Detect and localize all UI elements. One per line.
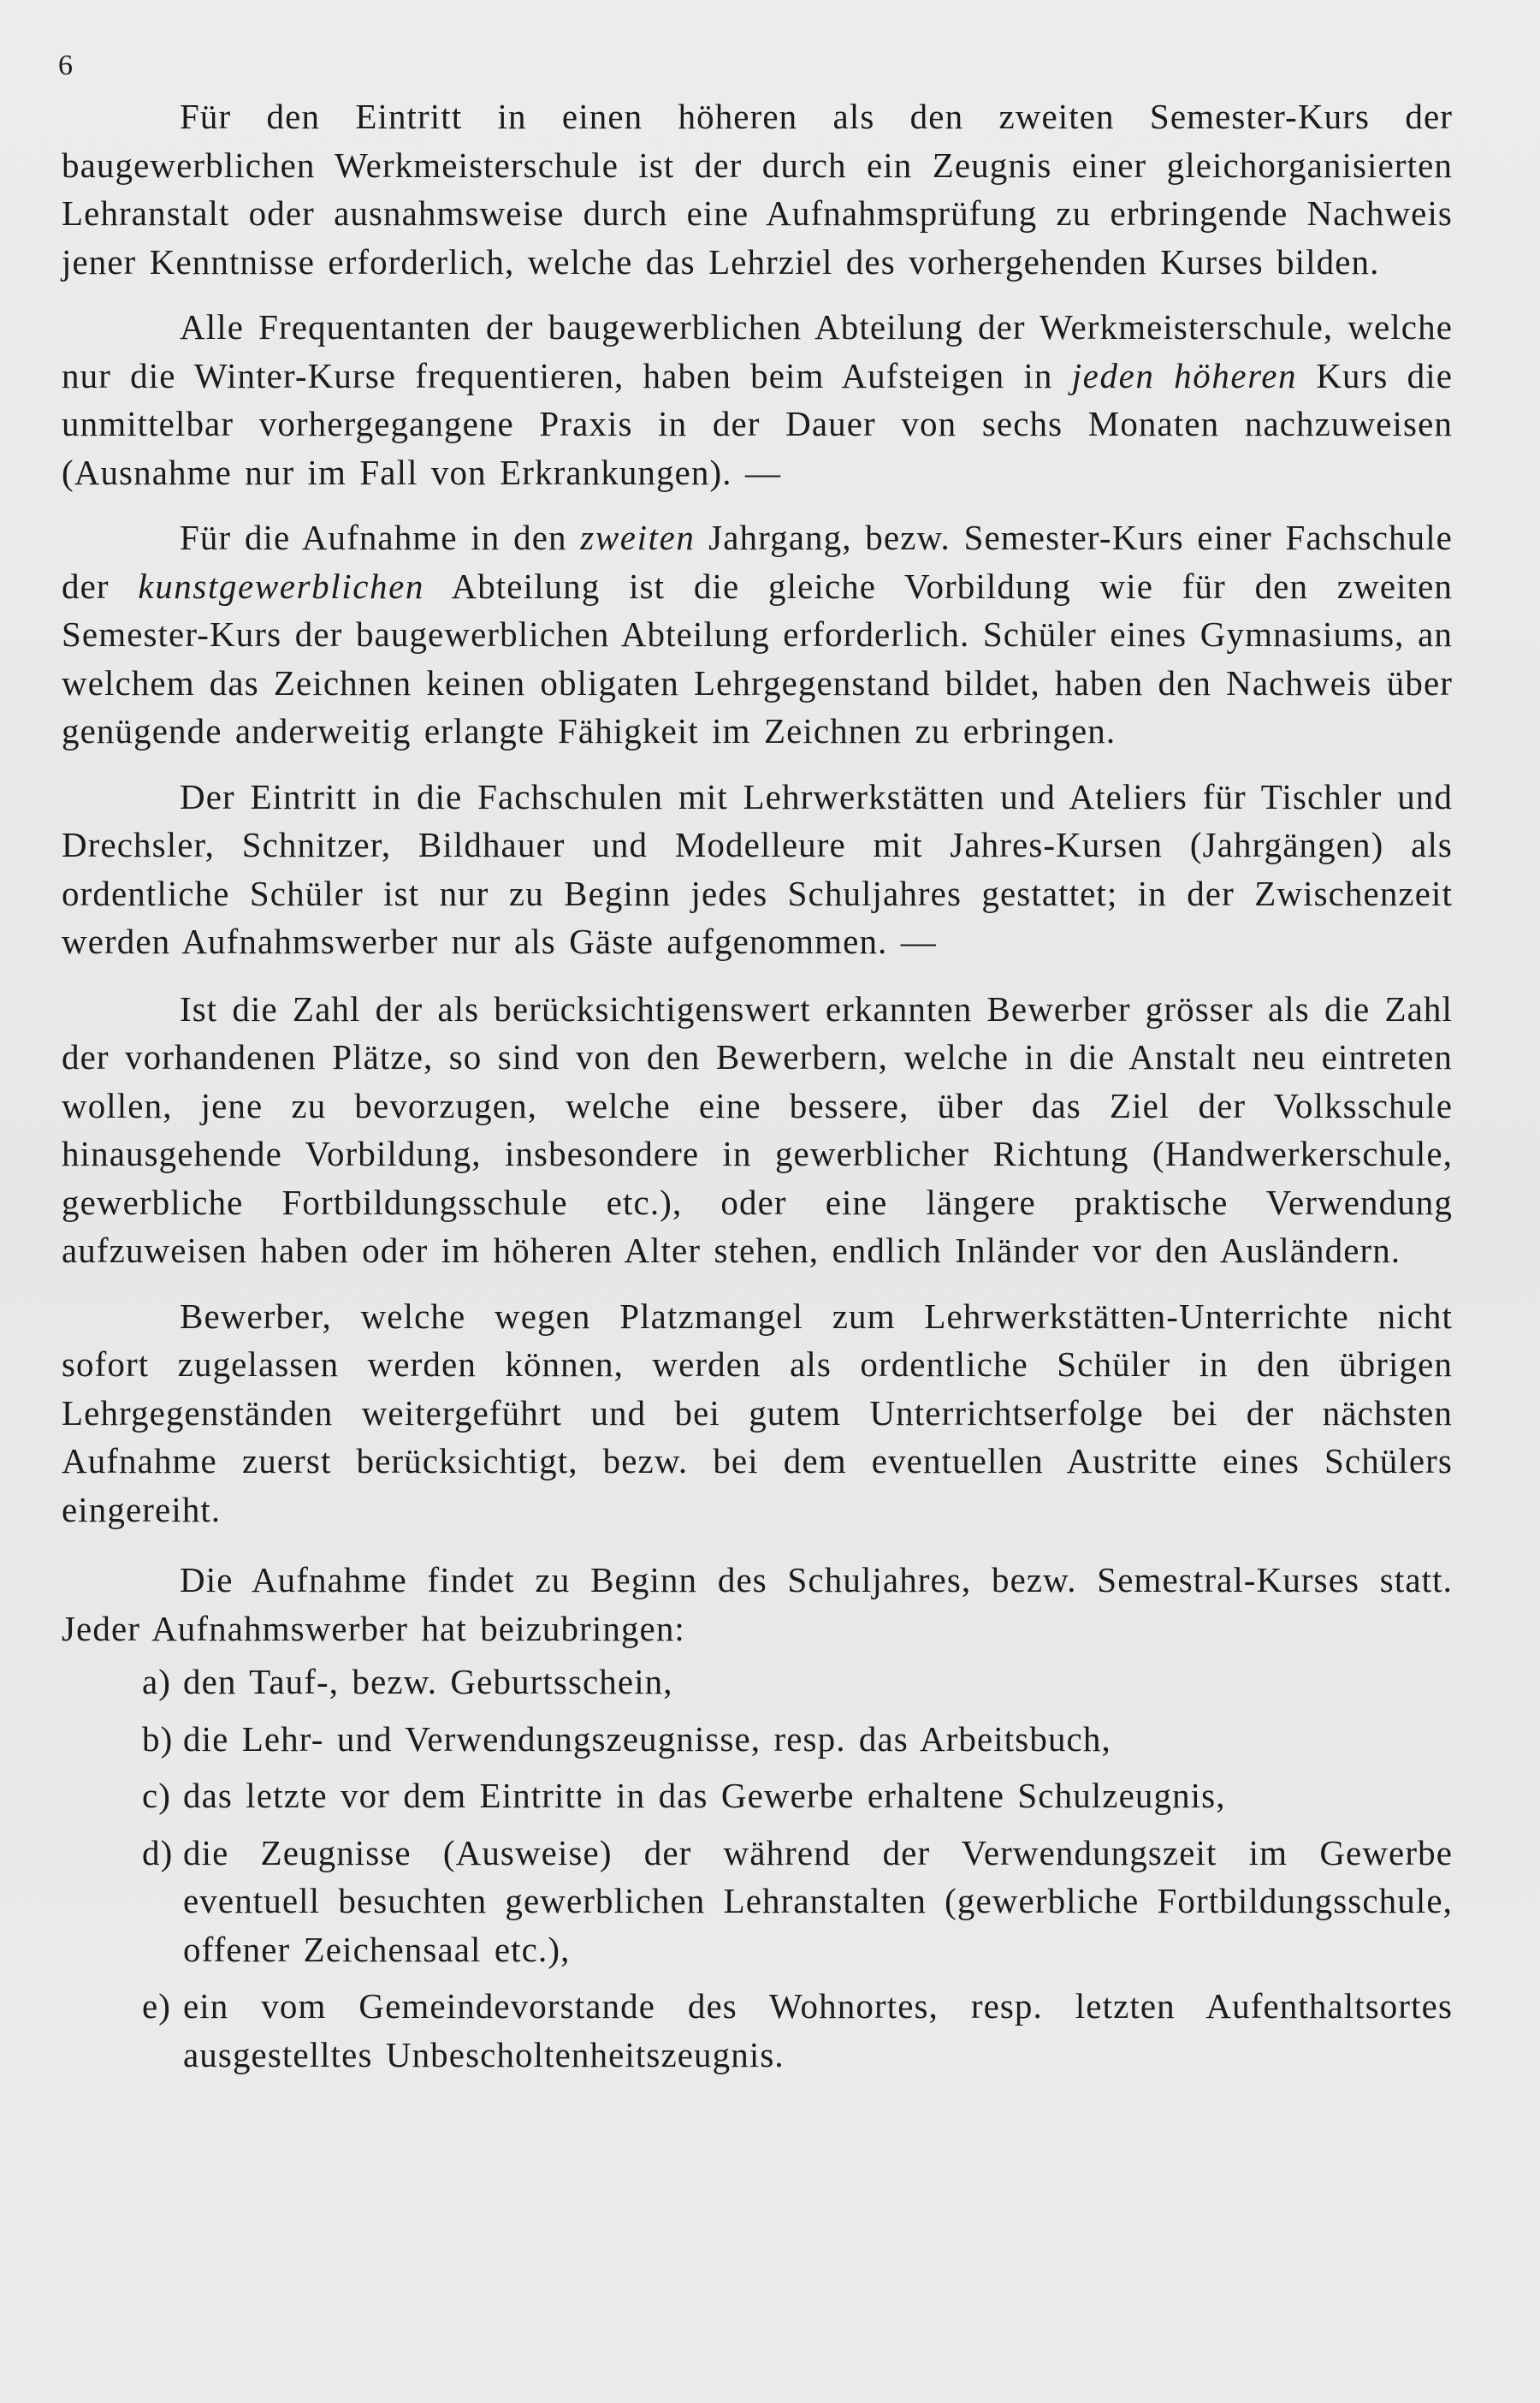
list-item-text: den Tauf-, bezw. Geburtsschein, — [183, 1662, 673, 1701]
paragraph-waitlist: Bewerber, welche wegen Platzmangel zum Lehrwerkstätten-Unterrichte nicht sofort zugelassen werden können, werden als ordentliche Schüler in den übrigen Lehrgegenständen weitergeführt und bei gutem Unterrichtserfolge bei der nächsten Aufnahme zuerst berücksichtigt, bezw. bei dem eventuellen Austritte eines Schülers eingereiht. — [62, 1296, 1453, 1529]
list-item — [62, 1771, 1453, 1820]
list-item-text: das letzte vor dem Eintritte in das Gewerbe erhaltene Schulzeugnis, — [183, 1776, 1226, 1815]
paragraph-text: Abteilung ist die gleiche Vorbildung wie für den zweiten Semester-Kurs der baugewerblichen Abteilung erforderlich. Schüler eines Gymnasiums, an welchem das Zeichnen keinen obligaten Lehrgegenstand bildet, haben den Nachweis über genügende anderweitig erlangte Fähigkeit im Zeichnen zu erbringen. — [62, 566, 1453, 751]
paragraph-second-year-arts — [62, 513, 1453, 756]
list-item — [62, 1829, 1453, 1974]
list-item-text: ein vom Gemeindevorstande des Wohnortes, resp. letzten Aufenthaltsortes ausgestelltes Unbescholtenheitszeugnis. — [183, 1986, 1453, 2074]
list-item-text: die Zeugnisse (Ausweise) der während der Verwendungszeit im Gewerbe eventuell besuchten gewerblichen Lehranstalten (gewerbliche Fortbildungsschule, offener Zeichensaal etc.), — [183, 1832, 1453, 1969]
list-item — [62, 1715, 1453, 1764]
list-marker: e) — [142, 1986, 172, 2026]
paragraph-admission-higher-semester: Für den Eintritt in einen höheren als den zweiten Semester-Kurs der baugewerblichen Werkmeisterschule ist der durch ein Zeugnis einer gleichorganisierten Lehranstalt oder ausnahmsweise durch eine Aufnahmsprüfung zu erbringende Nachweis jener Kenntnisse erforderlich, welche das Lehrziel des vorhergehenden Kurses bilden. — [62, 97, 1453, 282]
list-item — [62, 1658, 1453, 1706]
emphasis-text: jeden höheren — [1071, 355, 1298, 395]
emphasis-text: zweiten — [580, 518, 696, 557]
list-item — [62, 1982, 1453, 2079]
list-item-text: die Lehr- und Verwendungszeugnisse, resp. das Arbeitsbuch, — [183, 1718, 1111, 1759]
paragraph-text: Alle Frequentanten der baugewerblichen Abteilung der Werkmeisterschule, welche nur die Winter-Kurse frequentieren, haben beim Aufsteigen in — [62, 307, 1453, 395]
paragraph-text: Kurs die unmittelbar vorhergegangene Praxis in der Dauer von sechs Monaten nachzuweisen (Ausnahme nur im Fall von Erkrankungen). — — [62, 355, 1453, 492]
paragraph-admission-documents: Die Aufnahme findet zu Beginn des Schuljahres, bezw. Semestral-Kurses statt. Jeder Aufnahmswerber hat beizubringen: — [62, 1560, 1453, 1648]
page-number: 6 — [58, 50, 73, 81]
list-marker: b) — [142, 1718, 174, 1759]
paragraph-workshop-entry: Der Eintritt in die Fachschulen mit Lehrwerkstätten und Ateliers für Tischler und Drechsler, Schnitzer, Bildhauer und Modelleure mit Jahres-Kursen (Jahrgängen) als ordentliche Schüler ist nur zu Beginn jedes Schuljahres gestattet; in der Zwischenzeit werden Aufnahmswerber nur als Gäste aufgenommen. — — [62, 776, 1453, 961]
list-marker: d) — [142, 1832, 174, 1872]
paragraph-text: Jahrgang, bezw. Semester-Kurs einer Fachschule der — [62, 518, 1453, 606]
paragraph-applicant-preference: Ist die Zahl der als berücksichtigenswert erkannten Bewerber grösser als die Zahl der vorhandenen Plätze, so sind von den Bewerbern, welche in die Anstalt neu eintreten wollen, jene zu bevorzugen, welche eine bessere, über das Ziel der Volksschule hinausgehende Vorbildung, insbesondere in gewerblicher Richtung (Handwerkerschule, gewerbliche Fortbildungsschule etc.), oder eine längere praktische Verwendung aufzuweisen haben oder im höheren Alter stehen, endlich Inländer vor den Ausländern. — [62, 988, 1453, 1270]
paragraph-text: Für die Aufnahme in den — [180, 518, 581, 557]
requirements-list — [62, 1658, 1453, 2079]
paragraph-winter-course-practice — [62, 303, 1453, 496]
emphasis-text: kunstgewerblichen — [138, 566, 425, 606]
list-marker: c) — [142, 1776, 172, 1815]
list-marker: a) — [142, 1662, 172, 1701]
document-body — [62, 92, 1453, 2087]
